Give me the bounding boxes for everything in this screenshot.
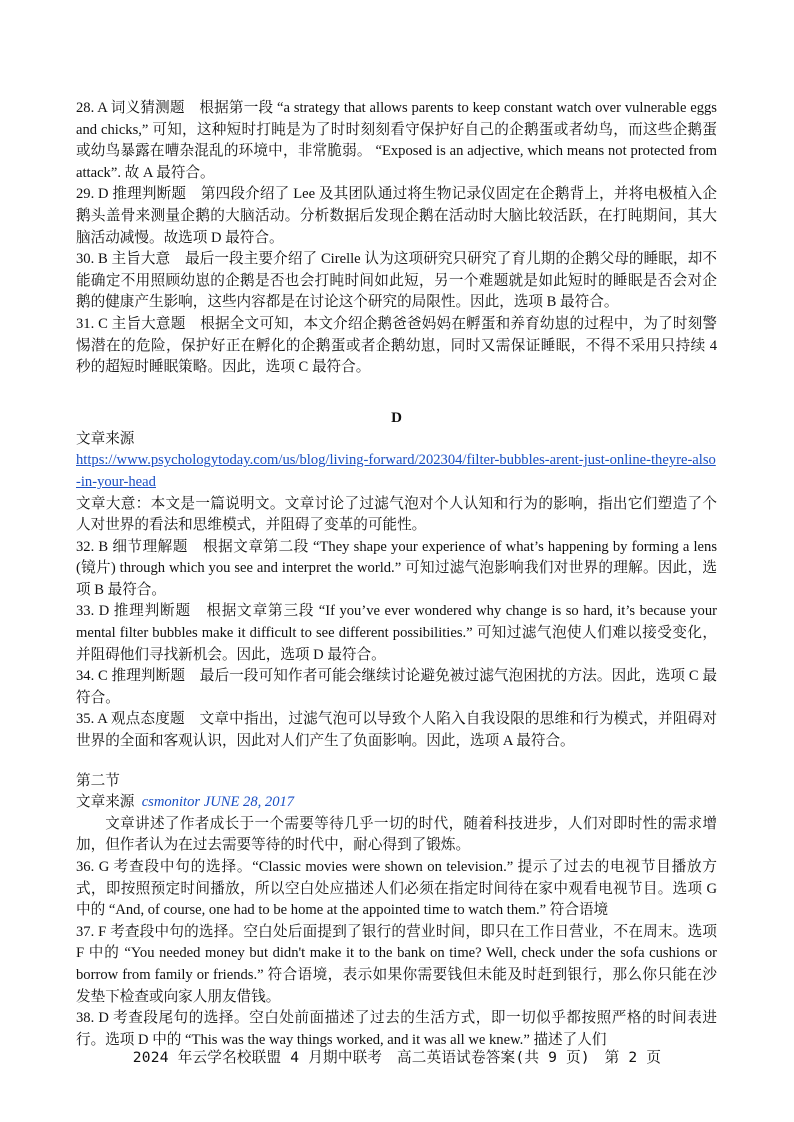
- answer-28: 28. A 词义猜测题 根据第一段 “a strategy that allows parents to keep constant watch over vulnerable eggs and chicks,” 可知，这种短时打盹是为了时时刻刻看守保护好自己的企鹅蛋或者幼鸟，而这些企鹅蛋或幼鸟暴露在嘈杂混乱的环境中，非常脆弱。 “Exposed is an adjective, which means not protected from attack”. 故 A 最符合。: [76, 100, 717, 181]
- answer-34: 34. C 推理判断题 最后一段可知作者可能会继续讨论避免被过滤气泡困扰的方法。因此，选项 C 最符合。: [76, 668, 717, 706]
- answer-30: 30. B 主旨大意 最后一段主要介绍了 Cirelle 认为这项研究只研究了育儿期的企鹅父母的睡眠，却不能确定不用照顾幼崽的企鹅是否也会打盹时间如此短，另一个难题就是如此短时的睡眠是否会对企鹅的健康产生影响，这些内容都是在讨论这个研究的局限性。因此，选项 B 最符合。: [76, 251, 717, 311]
- answer-38: 38. D 考查段尾句的选择。空白处前面描述了过去的生活方式，即一切似乎都按照严格的时间表进行。选项 D 中的 “This was the way things worked, and it was all we knew.” 描述了人们: [76, 1010, 717, 1048]
- section2-heading: 第二节: [76, 772, 120, 789]
- page-content: [76, 98, 717, 1051]
- answer-35: 35. A 观点态度题 文章中指出，过滤气泡可以导致个人陷入自我设限的思维和行为模式，并阻碍对世界的全面和客观认识，因此对人们产生了负面影响。因此，选项 A 最符合。: [76, 711, 717, 750]
- source-label-d: 文章来源: [76, 430, 135, 447]
- answer-29: 29. D 推理判断题 第四段介绍了 Lee 及其团队通过将生物记录仪固定在企鹅背上，并将电极植入企鹅头盖骨来测量企鹅的大脑活动。分析数据后发现企鹅在活动时大脑比较活跃，在打盹期间，其大脑活动减慢。故选项 D 最符合。: [76, 186, 717, 246]
- source-link[interactable]: https://www.psychologytoday.com/us/blog/living-forward/202304/filter-bubbles-arent-just-online-theyre-also-in-your-head: [76, 452, 716, 490]
- intro-section2: 文章讲述了作者成长于一个需要等待几乎一切的时代，随着科技进步，人们对即时性的需求增加，但作者认为在过去需要等待的时代中，耐心得到了锻炼。: [76, 815, 717, 854]
- answer-32: 32. B 细节理解题 根据文章第二段 “They shape your experience of what’s happening by forming a lens (镜片) through which you see and interpret the world.” 可知过滤气泡影响我们对世界的理解。因此，选项 B 最符合。: [76, 538, 717, 598]
- answer-31: 31. C 主旨大意题 根据全文可知，本文介绍企鹅爸爸妈妈在孵蛋和养育幼崽的过程中，为了时刻警惕潜在的危险，保护好正在孵化的企鹅蛋或者企鹅幼崽，同时又需保证睡眠，不得不采用只持续 4 秒的超短时睡眠策略。因此，选项 C 最符合。: [76, 315, 717, 376]
- source-line-section2: [76, 792, 717, 814]
- answer-36: 36. G 考查段中句的选择。“Classic movies were shown on television.” 提示了过去的电视节目播放方式，即按照预定时间播放，所以空白处应描述人们必须在指定时间待在家中观看电视节目。选项 G 中的 “And, of course, one had to be home at the appointed time to watch them.” 符合语境: [76, 859, 717, 919]
- source-reference: csmonitor JUNE 28, 2017: [141, 794, 295, 811]
- summary-d: 文章大意：本文是一篇说明文。文章讨论了过滤气泡对个人认知和行为的影响，指出它们塑造了个人对世界的看法和思维模式，并阻碍了变革的可能性。: [76, 495, 717, 534]
- page-footer: 2024 年云学名校联盟 4 月期中联考 高二英语试卷答案(共 9 页) 第 2 页: [132, 1049, 662, 1066]
- source-label-section2: 文章来源: [76, 794, 135, 811]
- section-heading-d: D: [391, 409, 402, 426]
- answer-37: 37. F 考查段中句的选择。空白处后面提到了银行的营业时间，即只在工作日营业，不在周末。选项 F 中的 “You needed money but didn't make it to the bank on time? Well, check under the sofa cushions or borrow from family or friends.” 符合语境，表示如果你需要钱但未能及时赶到银行，那么你只能在沙发垫下检查或向家人朋友借钱。: [76, 923, 717, 1005]
- answer-33: 33. D 推理判断题 根据文章第三段 “If you’ve ever wondered why change is so hard, it’s because your mental filter bubbles make it difficult to see different possibilities.” 可知过滤气泡使人们难以接受变化，并阻碍他们寻找新机会。因此，选项 D 最符合。: [76, 603, 717, 663]
